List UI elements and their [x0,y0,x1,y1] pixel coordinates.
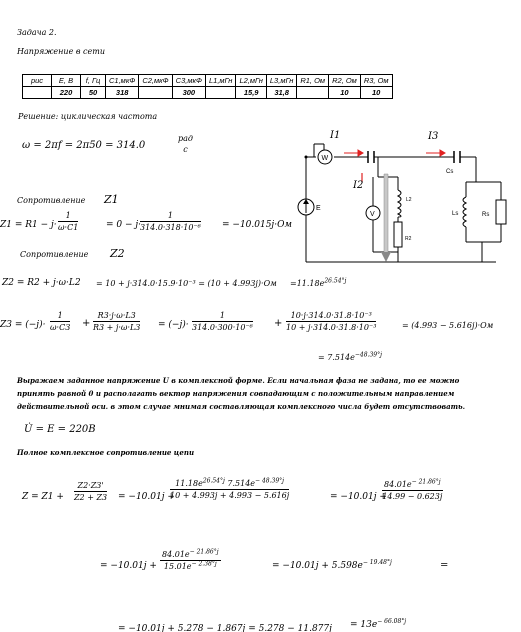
inductor-l2 [398,190,401,217]
table-cell: C3,мкФ [172,75,205,87]
table-cell [205,87,235,99]
z2-label: Сопротивление [20,250,89,259]
source-e [298,199,314,215]
z3-result: = (4.993 − 5.616j)·Ом [402,321,494,330]
paragraph-line-1: Выражаем заданное напряжение U в комплексной форме. Если начальная фаза не задана, то ее можно [17,376,460,385]
z1-fraction [58,211,78,232]
section-total: Полное комплексное сопротивление цепи [17,448,195,457]
task-title: Задача 2. [17,28,57,37]
zt-f2-den: 10 + 4.993j + 4.993 − 5.616j [170,491,290,500]
z3-f2-den: R3 + j·ω·L3 [93,323,141,332]
zt-fraction-1 [74,481,107,502]
z3-f1-den: ω·C3 [50,323,71,332]
z3-f2-num: R3·j·ω·L3 [93,311,140,322]
table-cell: R3, Ом [360,75,392,87]
table-cell: C2,мкФ [139,75,172,87]
z1-result: = −10.015j·Ом [222,220,292,230]
table-cell: f, Гц [81,75,106,87]
z3-f1-num: 1 [50,311,70,322]
omega-unit-den: с [183,145,188,154]
zt-f1-den: Z2 + Z3 [74,493,108,502]
z3-f3-num: 1 [192,311,253,322]
parameters-table [22,74,393,99]
z3-f4-num: 10·j·314.0·31.8·10⁻³ [286,311,376,322]
bottom-partial: = −10.01j + 5.278 − 1.867j = 5.278 − 11.877j [118,624,332,632]
z3-polar-base: = 7.514e [318,353,355,362]
z1-fraction-2 [140,211,201,232]
z1-frac-num: 1 [58,211,78,222]
label-cs: Cs [446,169,454,175]
table-cell: R2, Ом [329,75,361,87]
table-cell: L1,мГн [205,75,235,87]
table-cell: L2,мГн [236,75,266,87]
z1-mid: = 0 − j· [106,220,142,230]
z2-result-exp: 26.54°j [324,277,347,285]
z1-name: Z1 [104,193,119,206]
table-cell [297,87,329,99]
zt-lhs: Z = Z1 + [22,492,64,502]
z3-f4-den: 10 + j·314.0·31.8·10⁻³ [286,323,377,332]
label-rs: Rs [482,212,490,218]
zt-f2-num: $11.18e^{26.54^\circ j}$ $7.514e^{- 48.39^\circ j}$ [170,479,289,490]
table-cell: 300 [172,87,205,99]
table-cell: C1,мкФ [106,75,139,87]
omega-equation: ω = 2πf = 2π50 = 314.0 [22,140,146,151]
table-cell: 318 [106,87,139,99]
z1-label: Сопротивление [17,196,86,205]
zt-m1: = −10.01j + [118,492,175,502]
z1-frac2-den: 314.0·318·10⁻⁶ [140,223,201,232]
z3-fraction-1 [50,311,70,332]
table-cell: 31,8 [266,87,296,99]
label-ls: Ls [452,211,459,217]
z3-mid: = (−j)· [158,320,189,330]
zt-fraction-3 [382,480,443,501]
table-cell: 220 [52,87,81,99]
z2-result-base: =11.18e [290,279,325,288]
table-values-row [23,87,393,99]
label-i1: I1 [330,130,341,141]
table-cell: 50 [81,87,106,99]
omega-unit [176,134,195,154]
zt-f1-num: Z2·Z3' [74,481,107,492]
voltage-arrow [381,174,391,262]
z1-lhs: Z1 = R1 − j· [0,220,57,230]
z3-lhs: Z3 = (−j)· [0,320,46,330]
zt-f3-num: $84.01e^{- 21.86^\circ j}$ [384,478,441,489]
table-cell [139,87,172,99]
z3-polar [318,353,382,362]
capacitor-c3 [454,151,460,163]
label-i3: I3 [428,131,439,142]
node-dot [305,156,308,159]
z1-frac2-num: 1 [140,211,201,222]
section-voltage: Напряжение в сети [17,47,105,56]
bottom-clip [0,618,521,632]
omega-unit-num: рад [178,134,193,143]
label-e: E [316,205,321,212]
z3-fraction-3 [192,311,253,332]
plus-sign: + [82,318,91,329]
paragraph-line-2: принять равной 0 и располагать вектор напряжения совпадающим с положительным направлением [17,389,455,398]
voltage-equation: U̇ = E = 220В [24,424,96,435]
z1-frac-den: ω·C1 [58,223,79,232]
z2-calc: = 10 + j·314.0·15.9·10⁻³ = (10 + 4.993j)·Ом [96,279,277,288]
table-cell: 10 [360,87,392,99]
table-cell: рис [23,75,52,87]
z3-fraction-2 [93,311,140,332]
table-cell [23,87,52,99]
zt-f3-den: 14.99 − 0.623j [382,492,443,501]
z3-fraction-4 [286,311,376,332]
plus-sign: + [274,318,283,329]
bottom-partial-2: = $13e^{- 66.08^\circ j}$ [350,618,407,630]
label-l2: L2 [406,197,412,203]
paragraph-line-3: действительной оси. в этом случае мнимая составляющая комплексного числа будет отсутствовать. [17,402,466,411]
solution-label: Решение: циклическая частота [18,112,158,121]
zt2-f-den: $15.01e^{- 2.38^\circ j}$ [163,560,217,571]
table-cell: 10 [329,87,361,99]
label-v: V [370,211,375,218]
inductor-l3 [463,197,466,227]
table-cell: L3,мГн [266,75,296,87]
circuit-wires [306,144,501,262]
z3-polar-exp: −48.39°j [354,351,382,359]
label-w: W [321,155,329,162]
zt2-m2: = $-10.01j + 5.598e^{- 19.48^\circ j}$ [272,559,392,571]
label-i2: I2 [353,180,364,191]
z2-name: Z2 [110,247,125,260]
zt2-eq: = [440,560,449,571]
zt-fraction-2 [170,479,289,500]
zt-m2: = −10.01j + [330,492,387,502]
table-header-row [23,75,393,87]
label-r2: R2 [405,236,412,242]
table-cell: 15,9 [236,87,266,99]
z2-equation: Z2 = R2 + j·ω·L2 [2,278,81,288]
zt2-m1: = −10.01j + [100,561,157,571]
zt2-f-num: $84.01e^{- 21.86^\circ j}$ [162,548,219,559]
resistor-r3 [496,200,506,224]
resistor-r2 [394,222,402,247]
table-cell: R1, Ом [297,75,329,87]
zt2-fraction [160,550,221,571]
table-cell: E, В [52,75,81,87]
z3-f3-den: 314.0·300·10⁻⁶ [192,323,253,332]
capacitor-c1 [368,151,374,163]
